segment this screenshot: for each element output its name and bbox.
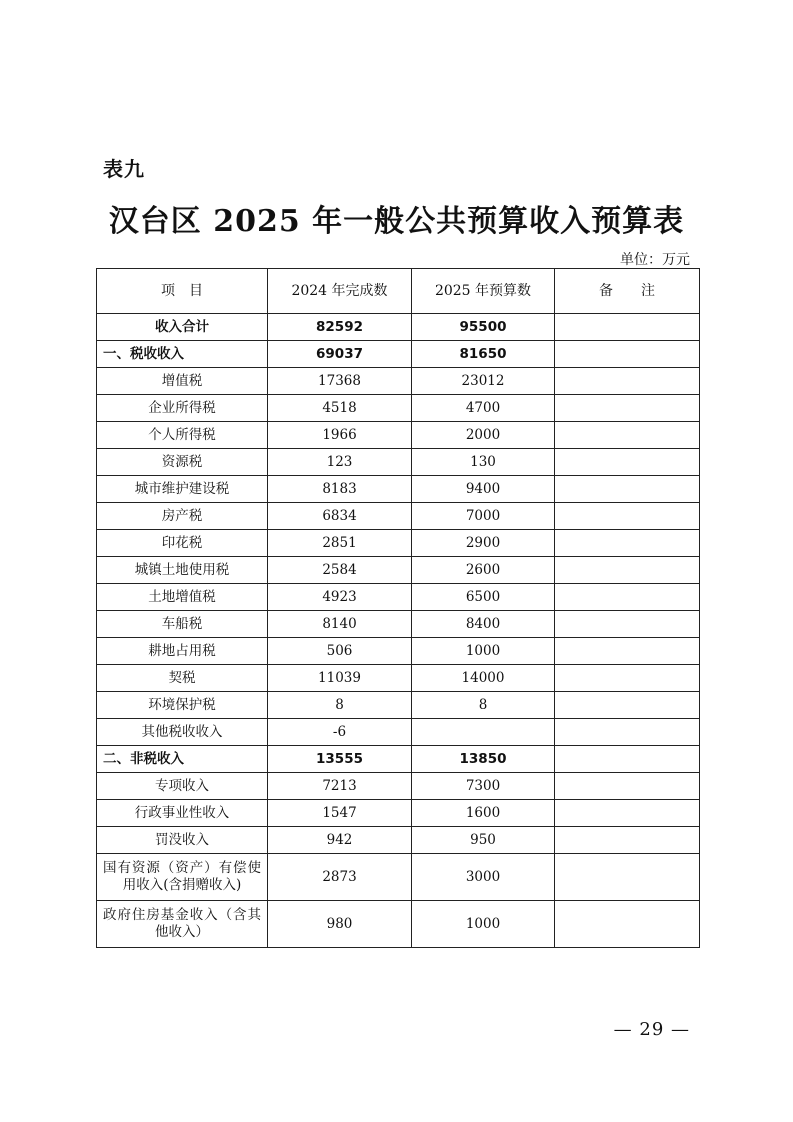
row-note-cell xyxy=(555,314,700,341)
row-2024-value: 7213 xyxy=(268,773,412,800)
row-note-cell xyxy=(555,476,700,503)
table-row xyxy=(97,901,700,948)
table-row xyxy=(97,314,700,341)
row-item-cell: 政府住房基金收入（含其他收入） xyxy=(97,901,268,948)
table-row xyxy=(97,692,700,719)
table-row xyxy=(97,827,700,854)
row-2025-value xyxy=(412,719,555,746)
row-note-cell xyxy=(555,746,700,773)
row-item-cell: 车船税 xyxy=(97,611,268,638)
row-note-cell xyxy=(555,800,700,827)
row-note-cell xyxy=(555,665,700,692)
row-2024-value: 1547 xyxy=(268,800,412,827)
row-note-cell xyxy=(555,449,700,476)
row-2024-value: 11039 xyxy=(268,665,412,692)
table-row xyxy=(97,395,700,422)
row-2024-value: 8 xyxy=(268,692,412,719)
row-2025-value: 8400 xyxy=(412,611,555,638)
column-header-item: 项 目 xyxy=(97,269,268,314)
row-item-cell: 城市维护建设税 xyxy=(97,476,268,503)
row-2024-value: 82592 xyxy=(268,314,412,341)
row-2025-value: 2000 xyxy=(412,422,555,449)
row-item-cell: 城镇土地使用税 xyxy=(97,557,268,584)
row-2025-value: 9400 xyxy=(412,476,555,503)
row-item-cell: 增值税 xyxy=(97,368,268,395)
document-title: 汉台区 2025 年一般公共预算收入预算表 xyxy=(108,204,685,239)
row-note-cell xyxy=(555,503,700,530)
unit-label: 单位：万元 xyxy=(620,252,690,268)
row-2025-value: 8 xyxy=(412,692,555,719)
row-2024-value: 2873 xyxy=(268,854,412,901)
row-2024-value: 1966 xyxy=(268,422,412,449)
row-item-cell: 印花税 xyxy=(97,530,268,557)
table-row xyxy=(97,854,700,901)
table-row xyxy=(97,530,700,557)
table-row xyxy=(97,611,700,638)
row-2024-value: 69037 xyxy=(268,341,412,368)
row-2025-value: 2900 xyxy=(412,530,555,557)
row-2025-value: 1600 xyxy=(412,800,555,827)
row-2024-value: 506 xyxy=(268,638,412,665)
row-2024-value: 13555 xyxy=(268,746,412,773)
table-row xyxy=(97,719,700,746)
row-2024-value: 942 xyxy=(268,827,412,854)
table-row xyxy=(97,773,700,800)
row-2025-value: 7000 xyxy=(412,503,555,530)
column-header-2025: 2025 年预算数 xyxy=(412,269,555,314)
row-item-cell: 企业所得税 xyxy=(97,395,268,422)
row-note-cell xyxy=(555,773,700,800)
row-item-cell: 一、税收收入 xyxy=(97,341,268,368)
row-2025-value: 130 xyxy=(412,449,555,476)
row-item-cell: 行政事业性收入 xyxy=(97,800,268,827)
table-row xyxy=(97,422,700,449)
row-item-cell: 专项收入 xyxy=(97,773,268,800)
row-item-cell: 土地增值税 xyxy=(97,584,268,611)
row-note-cell xyxy=(555,368,700,395)
table-body xyxy=(97,314,700,948)
row-2024-value: 2584 xyxy=(268,557,412,584)
row-item-cell: 其他税收收入 xyxy=(97,719,268,746)
row-item-cell: 国有资源（资产）有偿使用收入(含捐赠收入) xyxy=(97,854,268,901)
row-note-cell xyxy=(555,827,700,854)
row-2024-value: 980 xyxy=(268,901,412,948)
table-row xyxy=(97,449,700,476)
row-2024-value: 6834 xyxy=(268,503,412,530)
row-note-cell xyxy=(555,422,700,449)
row-2025-value: 3000 xyxy=(412,854,555,901)
row-note-cell xyxy=(555,692,700,719)
row-note-cell xyxy=(555,341,700,368)
row-note-cell xyxy=(555,395,700,422)
row-note-cell xyxy=(555,557,700,584)
row-item-cell: 罚没收入 xyxy=(97,827,268,854)
table-row xyxy=(97,503,700,530)
row-2025-value: 1000 xyxy=(412,901,555,948)
row-2025-value: 81650 xyxy=(412,341,555,368)
table-header-row xyxy=(97,269,700,314)
row-2024-value: 8183 xyxy=(268,476,412,503)
table-row xyxy=(97,638,700,665)
row-2025-value: 7300 xyxy=(412,773,555,800)
row-2024-value: -6 xyxy=(268,719,412,746)
row-note-cell xyxy=(555,638,700,665)
row-item-cell: 二、非税收入 xyxy=(97,746,268,773)
row-2024-value: 4923 xyxy=(268,584,412,611)
table-row xyxy=(97,746,700,773)
row-note-cell xyxy=(555,854,700,901)
row-2024-value: 123 xyxy=(268,449,412,476)
row-2025-value: 13850 xyxy=(412,746,555,773)
row-2025-value: 14000 xyxy=(412,665,555,692)
row-2024-value: 8140 xyxy=(268,611,412,638)
page-number: — 29 — xyxy=(613,1019,690,1040)
table-row xyxy=(97,368,700,395)
row-2025-value: 4700 xyxy=(412,395,555,422)
row-2025-value: 1000 xyxy=(412,638,555,665)
row-note-cell xyxy=(555,584,700,611)
row-item-cell: 收入合计 xyxy=(97,314,268,341)
row-item-cell: 契税 xyxy=(97,665,268,692)
row-2025-value: 23012 xyxy=(412,368,555,395)
row-2024-value: 4518 xyxy=(268,395,412,422)
table-row xyxy=(97,584,700,611)
row-note-cell xyxy=(555,611,700,638)
table-row xyxy=(97,341,700,368)
row-2025-value: 6500 xyxy=(412,584,555,611)
table-row xyxy=(97,800,700,827)
table-row xyxy=(97,665,700,692)
row-2024-value: 17368 xyxy=(268,368,412,395)
row-2025-value: 2600 xyxy=(412,557,555,584)
row-note-cell xyxy=(555,530,700,557)
row-2025-value: 95500 xyxy=(412,314,555,341)
table-label: 表九 xyxy=(103,157,145,181)
row-note-cell xyxy=(555,719,700,746)
column-header-note: 备 注 xyxy=(555,269,700,314)
budget-table xyxy=(96,268,700,948)
row-item-cell: 环境保护税 xyxy=(97,692,268,719)
row-note-cell xyxy=(555,901,700,948)
row-2025-value: 950 xyxy=(412,827,555,854)
row-item-cell: 房产税 xyxy=(97,503,268,530)
table-row xyxy=(97,476,700,503)
row-item-cell: 个人所得税 xyxy=(97,422,268,449)
column-header-2024: 2024 年完成数 xyxy=(268,269,412,314)
row-item-cell: 耕地占用税 xyxy=(97,638,268,665)
row-item-cell: 资源税 xyxy=(97,449,268,476)
row-2024-value: 2851 xyxy=(268,530,412,557)
table-row xyxy=(97,557,700,584)
